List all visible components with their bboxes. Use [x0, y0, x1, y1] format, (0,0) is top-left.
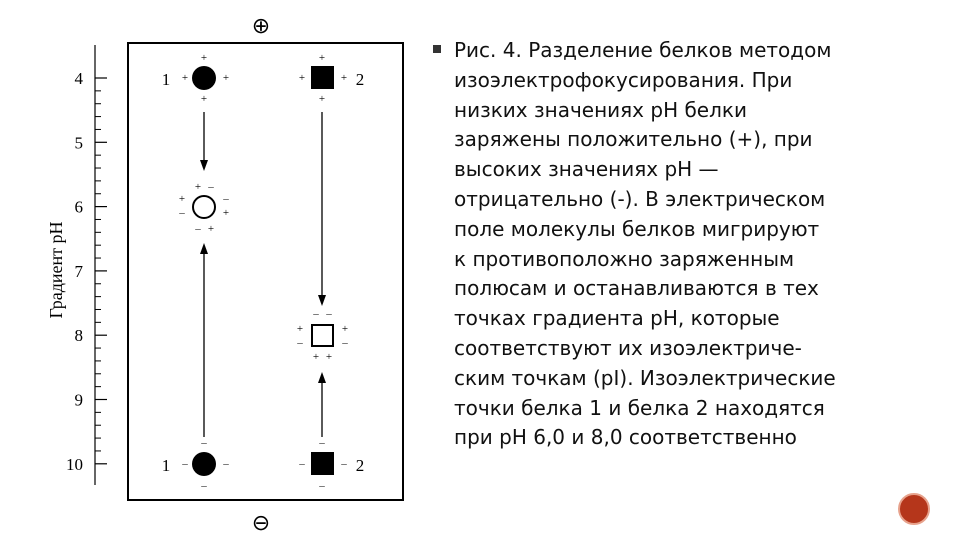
caption-line: заряжены положительно (+), при: [454, 127, 813, 152]
charge-minus: –: [201, 480, 207, 492]
charge-plus: +: [200, 93, 208, 105]
ph-tick-label: 6: [74, 197, 83, 217]
figure-caption: [436, 36, 936, 453]
charge-minus: –: [195, 223, 201, 235]
caption-line: Рис. 4. Разделение белков методом: [454, 38, 832, 62]
charge-minus: –: [326, 308, 332, 320]
gel-frame: [128, 43, 403, 500]
charge-plus: +: [318, 93, 326, 105]
caption-line: изоэлектрофокусирования. При: [454, 67, 793, 92]
ph-tick-label: 8: [74, 326, 83, 346]
protein2-top-label: 2: [355, 70, 365, 89]
charge-minus: –: [342, 337, 348, 349]
caption-line: к противоположно заряженным: [454, 246, 795, 271]
caption-line: при рН 6,0 и 8,0 соответственно: [454, 425, 797, 450]
caption-line: полюсам и останавливаются в тех: [454, 276, 819, 301]
charge-plus: +: [296, 323, 304, 335]
charge-minus: –: [179, 207, 185, 219]
charge-minus: –: [313, 308, 319, 320]
charge-plus: +: [341, 323, 349, 335]
charge-plus: +: [207, 223, 215, 235]
charge-minus: –: [319, 437, 325, 449]
charge-minus: –: [223, 458, 229, 470]
charge-plus: +: [325, 351, 333, 363]
charge-minus: –: [201, 437, 207, 449]
charge-minus: –: [182, 458, 188, 470]
charge-plus: +: [194, 181, 202, 193]
ph-tick-label: 10: [66, 454, 83, 474]
ph-tick-label: 9: [74, 390, 83, 410]
ph-tick-label: 4: [74, 69, 83, 88]
anode-symbol: ⊕: [251, 13, 271, 38]
ph-tick-label: 5: [74, 133, 83, 153]
isoelectric-focusing-diagram: [0, 0, 430, 540]
charge-plus: +: [312, 351, 320, 363]
ph-tick-label: 7: [74, 261, 83, 281]
protein2-anionic: [311, 452, 334, 475]
protein2-down-arrowhead: [318, 295, 326, 306]
charge-plus: +: [298, 72, 306, 84]
protein1-cationic: [192, 66, 216, 90]
caption-line: поле молекулы белков мигрируют: [454, 216, 820, 241]
charge-plus: +: [181, 72, 189, 84]
protein2-neutral: [312, 325, 333, 346]
protein1-anionic: [192, 452, 216, 476]
caption-line: соответствуют их изоэлектриче-: [454, 335, 802, 360]
protein2-up-arrowhead: [318, 372, 326, 383]
charge-plus: +: [200, 52, 208, 64]
caption-line: ским точкам (pI). Изоэлектрические: [454, 365, 836, 390]
protein2-cationic: [311, 66, 334, 89]
cathode-symbol: ⊖: [251, 510, 271, 535]
charge-plus: +: [222, 207, 230, 219]
charge-minus: –: [341, 458, 347, 470]
axis-label: Градиент pH: [46, 221, 66, 319]
caption-line: высоких значениях рН —: [454, 157, 719, 182]
protein1-up-arrowhead: [200, 243, 208, 254]
charge-plus: +: [222, 72, 230, 84]
protein2-bottom-label: 2: [355, 456, 365, 475]
charge-plus: +: [178, 193, 186, 205]
slide-logo-icon: [898, 493, 930, 525]
caption-line: отрицательно (-). В электрическом: [454, 186, 826, 211]
caption-line: низких значениях рН белки: [454, 97, 747, 122]
bullet-icon: [433, 45, 441, 53]
charge-minus: –: [208, 181, 214, 193]
protein1-bottom-label: 1: [161, 456, 171, 475]
protein1-neutral: [193, 196, 215, 218]
charge-plus: +: [340, 72, 348, 84]
caption-line: точки белка 1 и белка 2 находятся: [454, 395, 825, 420]
charge-minus: –: [319, 480, 325, 492]
charge-minus: –: [299, 458, 305, 470]
caption-line: точках градиента рН, которые: [454, 306, 780, 331]
charge-minus: –: [223, 193, 229, 205]
protein1-down-arrowhead: [200, 160, 208, 171]
charge-minus: –: [297, 337, 303, 349]
protein1-top-label: 1: [161, 70, 171, 89]
charge-plus: +: [318, 52, 326, 64]
